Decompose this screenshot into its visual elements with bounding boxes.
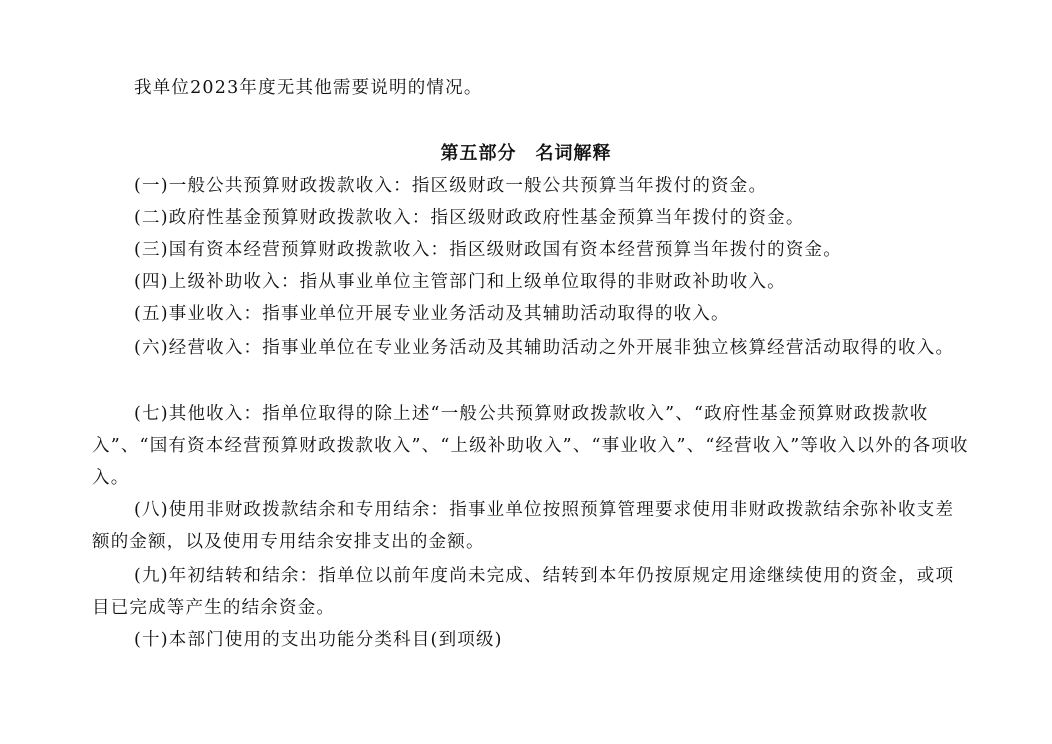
term-item-4: (四)上级补助收入：指从事业单位主管部门和上级单位取得的非财政补助收入。 [134, 272, 786, 292]
term-item-2: (二)政府性基金预算财政拨款收入：指区级财政政府性基金预算当年拨付的资金。 [134, 208, 805, 228]
term-item-10: (十)本部门使用的支出功能分类科目(到项级) [134, 630, 503, 650]
term-item-1: (一)一般公共预算财政拨款收入：指区级财政一般公共预算当年拨付的资金。 [134, 176, 768, 196]
section-title: 第五部分 名词解释 [440, 143, 612, 164]
term-item-3: (三)国有资本经营预算财政拨款收入：指区级财政国有资本经营预算当年拨付的资金。 [134, 240, 842, 260]
term-item-6: (六)经营收入：指事业单位在专业业务活动及其辅助活动之外开展非独立核算经营活动取得的收入。 [134, 338, 955, 358]
intro-paragraph: 我单位2023年度无其他需要说明的情况。 [134, 78, 483, 98]
term-item-9: (九)年初结转和结余：指单位以前年度尚未完成、结转到本年仍按原规定用途继续使用的资金，或项目已完成等产生的结余资金。 [92, 566, 955, 618]
term-item-5: (五)事业收入：指事业单位开展专业业务活动及其辅助活动取得的收入。 [134, 304, 730, 324]
term-item-7: (七)其他收入：指单位取得的除上述“一般公共预算财政拨款收入”、“政府性基金预算财政拨款收入”、“国有资本经营预算财政拨款收入”、“上级补助收入”、“事业收入”、“经营收入”等收入以外的各项收入。 [92, 404, 969, 488]
term-item-8: (八)使用非财政拨款结余和专用结余：指事业单位按照预算管理要求使用非财政拨款结余弥补收支差额的金额，以及使用专用结余安排支出的金额。 [92, 500, 955, 552]
